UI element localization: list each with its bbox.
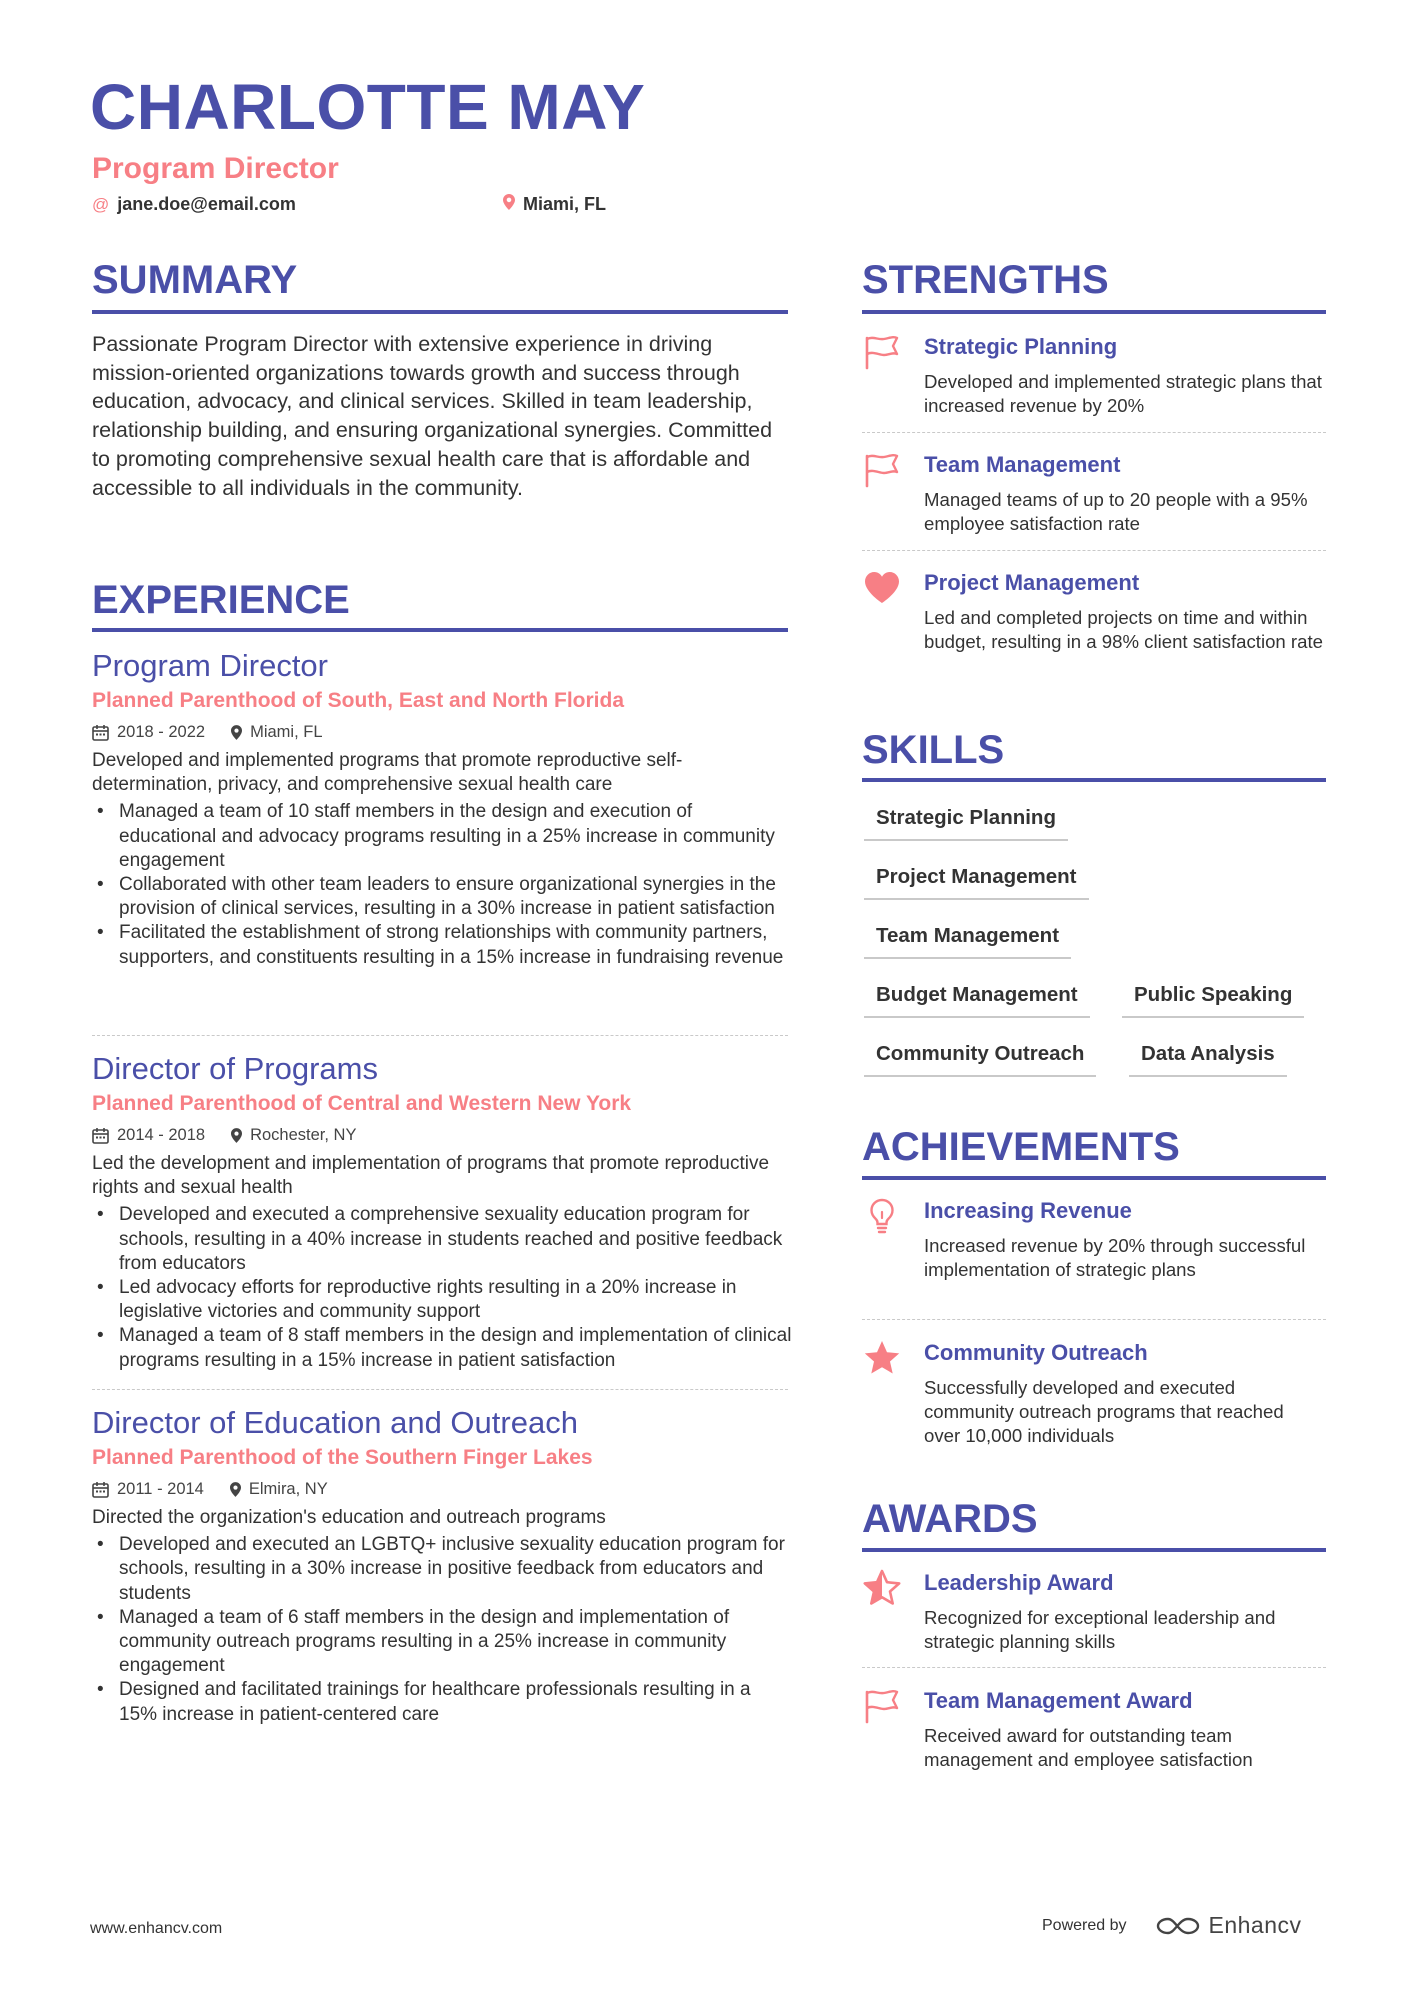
location-pin-icon xyxy=(503,194,515,215)
skill-tag: Data Analysis xyxy=(1129,1042,1287,1077)
awards-heading: AWARDS xyxy=(862,1497,1038,1541)
strength-description: Developed and implemented strategic plans that increased revenue by 20% xyxy=(924,371,1322,417)
job-location-text: Elmira, NY xyxy=(248,1480,328,1498)
summary-text: Passionate Program Director with extensive experience in driving mission-oriented organizations towards growth and success through education, advocacy, and clinical services. Skilled in team leadership, relationship building, and ensuring organizational synergies. Committed to promoting comprehensive sexual health care that is affordable and accessible to all individuals in the community. xyxy=(92,332,773,500)
star-icon xyxy=(862,1338,902,1378)
achievement-description: Successfully developed and executed community outreach programs that reached over 10,000 individuals xyxy=(924,1377,1284,1447)
heart-icon xyxy=(862,568,902,608)
skill-tag: Strategic Planning xyxy=(864,806,1068,841)
flag-icon xyxy=(862,1686,902,1726)
job-location xyxy=(230,1480,328,1499)
job-description: Led the development and implementation of programs that promote reproductive rights and sexual health xyxy=(92,1153,770,1199)
job-dates xyxy=(92,1480,204,1499)
job-bullet: • Designed and facilitated trainings for healthcare professionals resulting in a 15% increase in patient-centered care xyxy=(92,1678,792,1726)
experience-heading: EXPERIENCE xyxy=(92,578,350,622)
job-title: Program Director xyxy=(92,648,328,683)
job-bullet: • Collaborated with other team leaders to ensure organizational synergies in the provision of clinical services, resulting in a 30% increase in patient satisfaction xyxy=(92,873,792,921)
experience-entry xyxy=(92,1403,792,1727)
strengths-heading: STRENGTHS xyxy=(862,258,1109,302)
job-bullet: • Managed a team of 10 staff members in the design and execution of educational and advocacy programs resulting in a 25% increase in community engagement xyxy=(92,800,792,873)
location-pin-icon xyxy=(231,725,242,740)
contact-location xyxy=(503,194,606,215)
enhancv-logo-icon xyxy=(1155,1915,1201,1937)
job-meta xyxy=(92,1126,792,1145)
skill-tag: Project Management xyxy=(864,865,1089,900)
achievement-title: Community Outreach xyxy=(924,1340,1148,1365)
strength-description: Managed teams of up to 20 people with a 95% employee satisfaction rate xyxy=(924,489,1308,535)
job-description: Developed and implemented programs that promote reproductive self-determination, privacy, and comprehensive sexual health care xyxy=(92,750,683,796)
job-dates xyxy=(92,723,205,742)
achievement-title: Increasing Revenue xyxy=(924,1198,1132,1223)
job-bullets xyxy=(92,1203,792,1372)
footer-branding[interactable] xyxy=(1042,1912,1302,1939)
strength-title: Project Management xyxy=(924,570,1140,595)
job-bullets xyxy=(92,1533,792,1727)
divider xyxy=(862,432,1326,433)
skills-rule xyxy=(862,778,1326,782)
achievements-rule xyxy=(862,1176,1326,1180)
job-title: Director of Education and Outreach xyxy=(92,1405,578,1440)
job-bullet: • Managed a team of 8 staff members in the design and implementation of clinical programs resulting in a 15% increase in patient satisfaction xyxy=(92,1324,792,1372)
skill-tag: Public Speaking xyxy=(1122,983,1304,1018)
awards-rule xyxy=(862,1548,1326,1552)
job-bullet: • Developed and executed a comprehensive sexuality education program for schools, resulting in a 40% increase in students reached and positive feedback from educators xyxy=(92,1203,792,1276)
calendar-icon xyxy=(92,1481,109,1498)
powered-by-text: Powered by xyxy=(1042,1916,1127,1934)
at-icon: @ xyxy=(92,194,110,214)
experience-rule xyxy=(92,628,788,632)
skill-tag: Budget Management xyxy=(864,983,1090,1018)
skill-tag: Team Management xyxy=(864,924,1071,959)
job-meta xyxy=(92,1480,792,1499)
skills-heading: SKILLS xyxy=(862,728,1005,772)
strength-title: Strategic Planning xyxy=(924,334,1118,359)
summary-rule xyxy=(92,310,788,314)
job-location-text: Rochester, NY xyxy=(250,1126,357,1144)
job-dates xyxy=(92,1126,205,1145)
star-outline-icon xyxy=(862,1568,902,1608)
lightbulb-icon xyxy=(862,1196,902,1236)
job-dates-text: 2011 - 2014 xyxy=(117,1480,204,1498)
strengths-rule xyxy=(862,310,1326,314)
job-bullet: • Developed and executed an LGBTQ+ inclusive sexuality education program for schools, resulting in a 30% increase in positive feedback from educators and students xyxy=(92,1533,792,1606)
award-title: Team Management Award xyxy=(924,1688,1193,1713)
divider xyxy=(862,1319,1326,1320)
flag-icon xyxy=(862,450,902,490)
job-bullets xyxy=(92,800,792,969)
divider xyxy=(862,550,1326,551)
flag-icon xyxy=(862,332,902,372)
skill-tag: Community Outreach xyxy=(864,1042,1096,1077)
award-description: Received award for outstanding team management and employee satisfaction xyxy=(924,1725,1253,1771)
job-bullet: • Led advocacy efforts for reproductive rights resulting in a 20% increase in legislative victories and community support xyxy=(92,1276,792,1324)
strength-title: Team Management xyxy=(924,452,1121,477)
candidate-title: Program Director xyxy=(92,152,339,185)
job-organization: Planned Parenthood of Central and Western New York xyxy=(92,1092,632,1115)
brand-logo xyxy=(1155,1912,1302,1939)
calendar-icon xyxy=(92,724,109,741)
job-location xyxy=(231,1126,356,1145)
divider xyxy=(862,1667,1326,1668)
job-location xyxy=(231,723,322,742)
divider xyxy=(92,1389,788,1390)
award-title: Leadership Award xyxy=(924,1570,1114,1595)
job-organization: Planned Parenthood of South, East and North Florida xyxy=(92,689,625,712)
award-description: Recognized for exceptional leadership and strategic planning skills xyxy=(924,1607,1276,1653)
job-dates-text: 2018 - 2022 xyxy=(117,723,206,741)
location-pin-icon xyxy=(231,1128,242,1143)
experience-entry xyxy=(92,1049,792,1373)
candidate-name: CHARLOTTE MAY xyxy=(90,71,646,143)
summary-heading: SUMMARY xyxy=(92,258,298,302)
location-text: Miami, FL xyxy=(523,194,607,214)
job-dates-text: 2014 - 2018 xyxy=(117,1126,206,1144)
email-text: jane.doe@email.com xyxy=(117,194,296,214)
footer-website-link[interactable]: www.enhancv.com xyxy=(90,1920,223,1937)
achievements-heading: ACHIEVEMENTS xyxy=(862,1125,1180,1169)
job-title: Director of Programs xyxy=(92,1051,378,1086)
job-location-text: Miami, FL xyxy=(250,723,323,741)
contact-email[interactable] xyxy=(92,194,296,215)
strength-description: Led and completed projects on time and within budget, resulting in a 98% client satisfaction rate xyxy=(924,607,1323,653)
job-bullet: • Facilitated the establishment of strong relationships with community partners, supporters, and constituents resulting in a 15% increase in fundraising revenue xyxy=(92,921,792,969)
brand-name: Enhancv xyxy=(1208,1912,1302,1938)
divider xyxy=(92,1035,788,1036)
location-pin-icon xyxy=(230,1482,241,1497)
experience-entry xyxy=(92,646,792,970)
achievement-description: Increased revenue by 20% through successful implementation of strategic plans xyxy=(924,1235,1306,1281)
job-description: Directed the organization's education and outreach programs xyxy=(92,1507,606,1528)
job-meta xyxy=(92,723,792,742)
calendar-icon xyxy=(92,1127,109,1144)
job-organization: Planned Parenthood of the Southern Finger Lakes xyxy=(92,1446,593,1469)
job-bullet: • Managed a team of 6 staff members in the design and implementation of community outreach programs resulting in a 25% increase in community engagement xyxy=(92,1606,792,1679)
